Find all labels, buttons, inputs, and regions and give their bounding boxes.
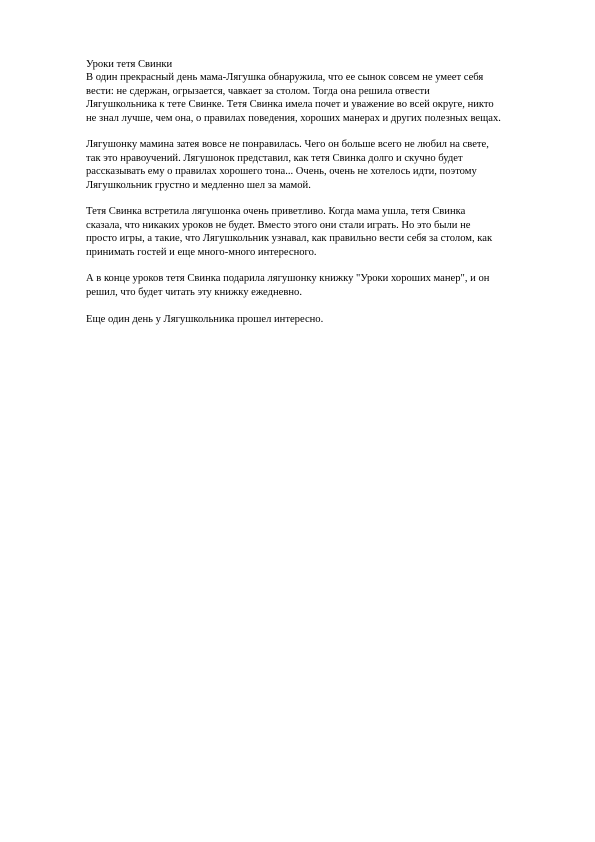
paragraph-line: принимать гостей и еще много-много интересного. — [86, 246, 317, 258]
paragraph-1 — [86, 71, 576, 125]
paragraph-line: Лягушонку мамина затея вовсе не понравилась. Чего он больше всего не любил на свете, — [86, 139, 489, 151]
paragraph-line: так это нравоучений. Лягушонок представил, как тетя Свинка долго и скучно будет — [86, 152, 463, 164]
paragraph-line: Лягушкольник грустно и медленно шел за мамой. — [86, 179, 311, 191]
paragraph-5 — [86, 313, 576, 326]
paragraph-line: Лягушкольника к тете Свинке. Тетя Свинка имела почет и уважение во всей округе, никто — [86, 99, 494, 111]
document-title: Уроки тетя Свинки — [86, 59, 173, 70]
paragraph-3 — [86, 205, 576, 259]
paragraph-line: сказала, что никаких уроков не будет. Вместо этого они стали играть. Но это были не — [86, 219, 471, 231]
paragraph-line: не знал лучше, чем она, о правилах поведения, хороших манерах и других полезных вещах. — [86, 112, 501, 124]
paragraph-line: Еще один день у Лягушкольника прошел интересно. — [86, 313, 324, 325]
paragraph-line: решил, что будет читать эту книжку ежедневно. — [86, 286, 303, 298]
paragraph-4 — [86, 272, 576, 299]
paragraph-line: В один прекрасный день мама-Лягушка обнаружила, что ее сынок совсем не умеет себя — [86, 72, 484, 84]
document-body — [86, 58, 576, 339]
paragraph-line: просто игры, а такие, что Лягушкольник узнавал, как правильно вести себя за столом, как — [86, 233, 493, 245]
paragraph-line: вести: не сдержан, огрызается, чавкает за столом. Тогда она решила отвести — [86, 85, 430, 97]
paragraph-2 — [86, 138, 576, 192]
paragraph-line: рассказывать ему о правилах хорошего тона... Очень, очень не хотелось идти, поэтому — [86, 166, 477, 178]
paragraph-line: Тетя Свинка встретила лягушонка очень приветливо. Когда мама ушла, тетя Свинка — [86, 206, 466, 218]
paragraph-line: А в конце уроков тетя Свинка подарила лягушонку книжку "Уроки хороших манер", и он — [86, 273, 490, 285]
